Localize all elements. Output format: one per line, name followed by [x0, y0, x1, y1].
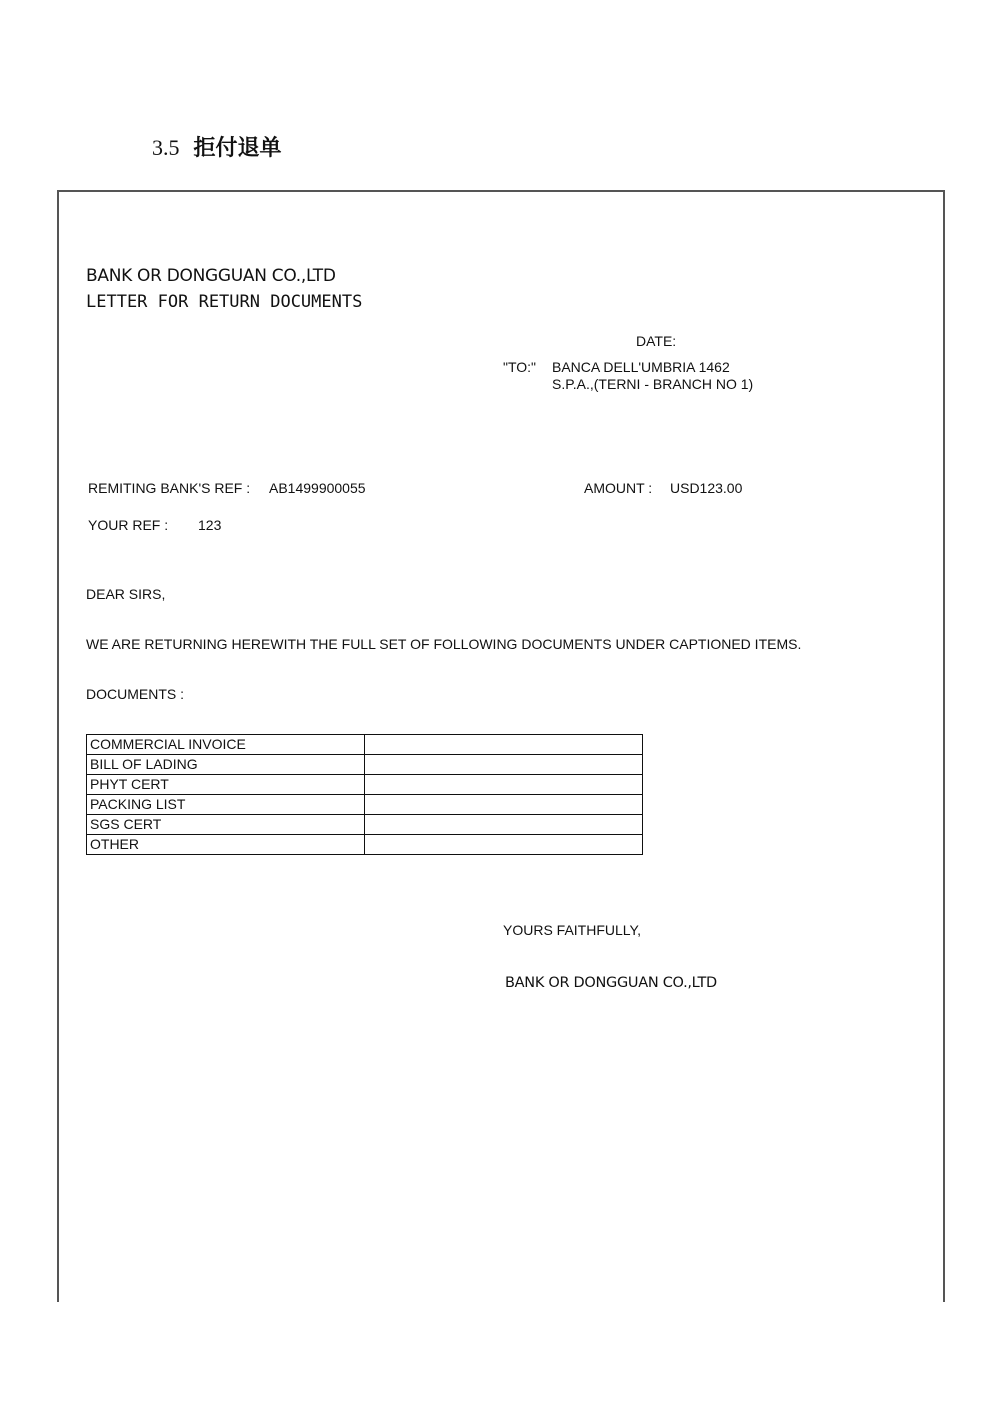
- amount-value: USD123.00: [670, 480, 743, 496]
- table-row: [87, 735, 643, 755]
- your-ref-value: 123: [198, 517, 222, 533]
- amount-label: AMOUNT :: [584, 480, 653, 496]
- document-check-cell: [365, 735, 643, 755]
- table-row: [87, 775, 643, 795]
- your-ref-label: YOUR REF :: [88, 517, 169, 533]
- documents-label: DOCUMENTS :: [86, 686, 184, 702]
- bank-name: BANK OR DONGGUAN CO.,LTD: [86, 266, 336, 286]
- remitting-ref-label: REMITING BANK'S REF :: [88, 480, 251, 496]
- date-label: DATE:: [636, 333, 677, 349]
- document-name: BILL OF LADING: [87, 755, 365, 775]
- document-name: PACKING LIST: [87, 795, 365, 815]
- to-label: "TO:": [503, 359, 537, 375]
- section-title: 拒付退单: [193, 136, 282, 161]
- documents-table: [86, 734, 643, 855]
- document-check-cell: [365, 755, 643, 775]
- section-heading: [152, 134, 282, 163]
- remitting-ref-value: AB1499900055: [269, 480, 366, 496]
- letter-body: WE ARE RETURNING HEREWITH THE FULL SET OF FOLLOWING DOCUMENTS UNDER CAPTIONED ITEMS.: [86, 636, 802, 652]
- document-check-cell: [365, 795, 643, 815]
- document-check-cell: [365, 815, 643, 835]
- document-name: SGS CERT: [87, 815, 365, 835]
- recipient-line-2: S.P.A.,(TERNI - BRANCH NO 1): [552, 376, 754, 392]
- section-number: 3.5: [152, 135, 180, 160]
- document-name: COMMERCIAL INVOICE: [87, 735, 365, 755]
- table-row: [87, 755, 643, 775]
- signature: BANK OR DONGGUAN CO.,LTD: [505, 975, 717, 991]
- closing: YOURS FAITHFULLY,: [503, 922, 641, 938]
- salutation: DEAR SIRS,: [86, 586, 166, 602]
- table-row: [87, 815, 643, 835]
- recipient-line-1: BANCA DELL'UMBRIA 1462: [552, 359, 730, 375]
- document-name: OTHER: [87, 835, 365, 855]
- document-name: PHYT CERT: [87, 775, 365, 795]
- letter-title: LETTER FOR RETURN DOCUMENTS: [86, 292, 363, 312]
- table-row: [87, 795, 643, 815]
- document-check-cell: [365, 775, 643, 795]
- table-row: [87, 835, 643, 855]
- document-check-cell: [365, 835, 643, 855]
